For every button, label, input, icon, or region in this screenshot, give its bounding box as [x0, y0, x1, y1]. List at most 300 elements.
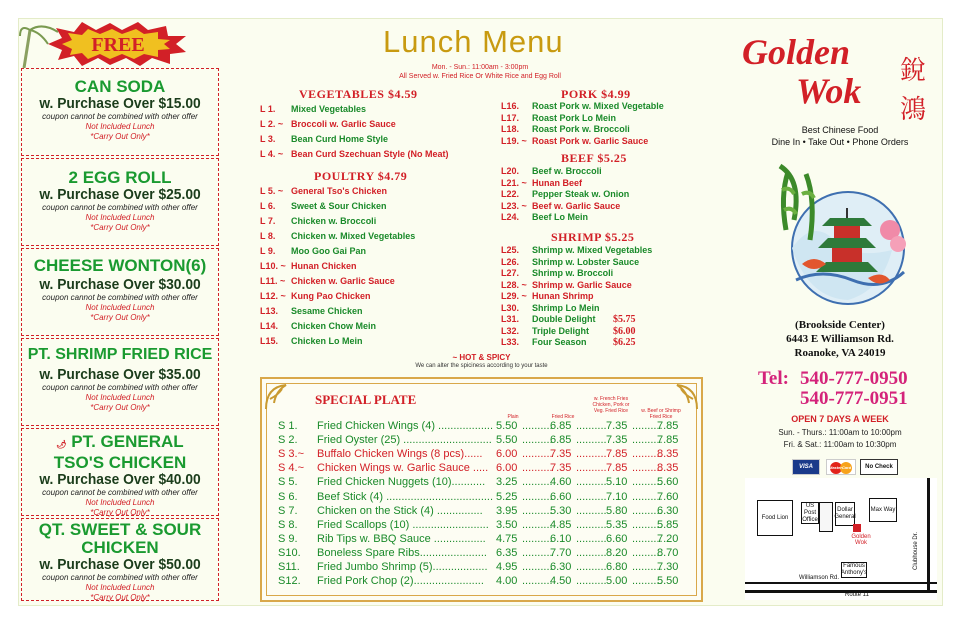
menu-item-code: L26.	[501, 256, 520, 267]
leader-dots: ..........	[576, 490, 607, 503]
special-price: 5.50	[496, 420, 518, 432]
special-plate-row[interactable]	[278, 533, 688, 546]
menu-item[interactable]	[501, 303, 600, 314]
menu-item-code: L21. ~	[501, 177, 527, 188]
menu-item[interactable]	[501, 280, 632, 291]
special-name: Fried Jumbo Shrimp (5)..................	[317, 561, 488, 573]
spicy-label: ~ HOT & SPICY	[452, 353, 511, 362]
menu-item[interactable]	[260, 231, 415, 242]
pagoda-illustration	[772, 160, 918, 308]
menu-item-name: Chicken Lo Mein	[291, 336, 363, 346]
special-name: Fried Pork Chop (2).......................	[317, 575, 484, 588]
coupon-note: Not Included Lunch	[85, 122, 155, 131]
menu-item-name: Chicken w. Garlic Sauce	[291, 276, 395, 286]
special-price: 6.80	[606, 561, 628, 573]
special-price: 6.35	[496, 546, 518, 559]
menu-item[interactable]	[501, 257, 639, 268]
heading-shrimp: SHRIMP $5.25	[551, 230, 635, 244]
menu-item-name: Roast Pork w. Garlic Sauce	[532, 135, 649, 146]
menu-item-code: L 1.	[260, 104, 276, 114]
menu-item[interactable]	[501, 189, 629, 200]
special-plate-row[interactable]	[278, 547, 688, 560]
special-price: 7.10	[606, 490, 628, 503]
special-code: S 1.	[278, 420, 298, 432]
special-plate-row[interactable]	[278, 505, 688, 518]
brand-name-wok: Wok	[796, 71, 862, 111]
menu-item-code: L23. ~	[501, 200, 527, 211]
special-price: 7.30	[657, 561, 679, 573]
leader-dots: ..........	[632, 490, 663, 503]
special-name: Beef Stick (4) ...................................	[317, 490, 494, 503]
leader-dots: ..........	[576, 575, 607, 588]
leader-dots: ..........	[632, 504, 663, 517]
special-price: 8.20	[606, 546, 628, 559]
special-plate-title: SPECIAL PLATE	[315, 392, 417, 407]
leader-dots: ..........	[632, 448, 663, 461]
menu-item[interactable]	[260, 291, 371, 302]
map-route-11: Route 11	[845, 592, 869, 598]
map-dollar-general: Dollar General	[835, 502, 855, 526]
special-price: 3.50	[496, 518, 518, 531]
menu-item-code: L10. ~	[260, 261, 286, 271]
leader-dots: ..........	[522, 420, 553, 432]
menu-item[interactable]	[501, 291, 594, 302]
special-price: 6.85	[550, 420, 572, 432]
leader-dots: ..........	[522, 518, 553, 531]
menu-item-code: L24.	[501, 212, 520, 222]
menu-item-code: L16.	[501, 101, 520, 111]
special-name: Buffalo Chicken Wings (8 pcs)......	[317, 448, 483, 461]
leader-dots: ..........	[522, 532, 553, 545]
leader-dots: ..........	[576, 448, 607, 461]
special-plate-row[interactable]	[278, 476, 688, 489]
special-plate-row[interactable]	[278, 561, 688, 574]
menu-item-name: Mixed Vegetables	[291, 104, 367, 114]
menu-item[interactable]	[260, 186, 387, 197]
leader-dots: ..........	[576, 561, 607, 573]
chili-pepper-icon: 🌶︎	[56, 440, 67, 449]
menu-item-code: L12. ~	[260, 291, 286, 301]
special-name: Fried Oyster (25) .............................	[317, 434, 492, 447]
menu-item-code: L31.	[501, 314, 520, 324]
menu-item-name: Beef Lo Mein	[532, 212, 589, 222]
col-fried-rice: Fried Rice	[551, 414, 575, 420]
menu-item-code: L19. ~	[501, 135, 527, 146]
special-code: S12.	[278, 575, 301, 588]
menu-item-name: Roast Pork Lo Mein	[532, 112, 617, 123]
menu-item[interactable]	[260, 149, 449, 160]
special-price: 4.00	[496, 575, 518, 588]
special-plate-row[interactable]	[278, 434, 688, 447]
special-price: 7.85	[606, 448, 628, 461]
coupon-egg-roll[interactable]	[21, 158, 219, 246]
address-line-2: Roanoke, VA 24019	[794, 347, 886, 359]
menu-item-code: L29. ~	[501, 291, 527, 301]
hours-fri-sat: Fri. & Sat.: 11:00am to 10:30pm	[783, 440, 897, 449]
leader-dots: ..........	[576, 518, 607, 531]
menu-item-code: L 7.	[260, 216, 276, 226]
menu-item-name: General Tso's Chicken	[291, 186, 388, 196]
special-name: Fried Chicken Nuggets (10)...........	[317, 476, 486, 489]
menu-item[interactable]	[501, 268, 613, 279]
coupon-note: *Carry Out Only*	[90, 132, 150, 141]
leader-dots: ..........	[522, 575, 553, 588]
menu-item-name: Shrimp w. Mixed Vegetables	[532, 245, 653, 255]
menu-item-code: L 6.	[260, 201, 276, 211]
corner-ornament-icon	[673, 381, 699, 411]
menu-item-name: Chicken Chow Mein	[291, 321, 377, 331]
special-code: S11.	[278, 561, 300, 573]
special-price: 6.30	[550, 561, 572, 573]
special-name: Rib Tips w. BBQ Sauce .................	[317, 532, 486, 545]
mastercard-icon: MasterCard	[826, 459, 856, 475]
menu-item-name: Bean Curd Szechuan Style (No Meat)	[291, 149, 449, 159]
menu-item[interactable]	[260, 201, 387, 212]
menu-item-code: L 8.	[260, 231, 276, 241]
lunch-hours: Mon. - Sun.: 11:00am - 3:00pm	[431, 64, 529, 71]
menu-item-code: L28. ~	[501, 279, 527, 290]
leader-dots: ..........	[576, 476, 607, 489]
hours-sun-thu: Sun. - Thurs.: 11:00am to 10:00pm	[778, 428, 902, 437]
coupon-note: *Carry Out Only*	[90, 223, 150, 232]
special-price: 8.70	[657, 546, 679, 559]
menu-item-name: Pepper Steak w. Onion	[532, 189, 630, 199]
spicy-legend	[260, 353, 703, 371]
special-price: 8.35	[657, 462, 679, 475]
menu-item-name: Roast Pork w. Broccoli	[532, 124, 630, 134]
special-name: Chicken on the Stick (4) ...............	[317, 504, 483, 517]
menu-item-price: $5.75	[613, 314, 636, 325]
special-price: 6.60	[550, 490, 572, 503]
special-price: 5.10	[606, 476, 628, 489]
special-price: 7.60	[657, 490, 679, 503]
coupon-note: Not Included Lunch	[85, 393, 155, 402]
tagline: Best Chinese Food	[801, 125, 879, 135]
special-code: S 2.	[278, 434, 298, 447]
menu-item-code: L18.	[501, 124, 520, 134]
address-line-1: 6443 E Williamson Rd.	[786, 333, 894, 345]
special-price: 4.50	[550, 575, 572, 588]
menu-item-name: Sweet & Sour Chicken	[291, 201, 387, 211]
menu-item-name: Triple Delight	[532, 325, 590, 336]
special-code: S 6.	[278, 490, 298, 503]
special-price: 7.35	[550, 462, 572, 475]
leader-dots: ..........	[576, 420, 607, 432]
coupon-title: 2 EGG ROLL	[68, 168, 172, 187]
menu-item-code: L14.	[260, 321, 279, 331]
menu-item-price: $6.25	[613, 337, 636, 348]
menu-item[interactable]	[501, 325, 636, 337]
special-price: 6.30	[657, 504, 679, 517]
coupon-title: PT. SHRIMP FRIED RICE	[27, 346, 213, 363]
menu-item-name: Shrimp w. Broccoli	[532, 268, 614, 278]
phone-1[interactable]: 540-777-0950	[800, 368, 908, 389]
coupon-purchase: w. Purchase Over $30.00	[39, 276, 201, 293]
special-price: 5.30	[550, 504, 572, 517]
special-price: 4.95	[496, 561, 518, 573]
special-price: 3.95	[496, 504, 518, 517]
brand-chinese-char-1: 銳	[900, 56, 927, 86]
map-us-post-office: US Post Office	[802, 502, 818, 523]
coupon-purchase: w. Purchase Over $15.00	[39, 95, 201, 112]
leader-dots: ..........	[632, 476, 663, 489]
special-plate-row[interactable]	[278, 519, 688, 532]
special-price: 5.60	[657, 476, 679, 489]
map-road	[745, 590, 937, 593]
coupon-fineprint: coupon cannot be combined with other offer	[42, 293, 198, 302]
special-price: 5.00	[606, 575, 628, 588]
menu-item-name: Chicken w. Broccoli	[291, 216, 377, 226]
special-price: 6.60	[606, 532, 628, 545]
menu-item[interactable]	[501, 136, 648, 147]
special-price: 7.85	[657, 434, 679, 447]
menu-item[interactable]	[501, 314, 636, 325]
menu-item-name: Four Season	[532, 337, 587, 347]
spicy-note: We can alter the spiciness according to your taste	[415, 363, 548, 369]
special-price: 6.00	[496, 448, 518, 461]
coupon-cheese-wonton[interactable]	[21, 248, 219, 336]
free-burst-icon	[48, 22, 188, 66]
special-code: S 4.~	[278, 462, 304, 475]
coupon-purchase: w. Purchase Over $35.00	[39, 366, 201, 383]
menu-item-name: Roast Pork w. Mixed Vegetable	[532, 101, 664, 111]
heading-pork: PORK $4.99	[561, 87, 631, 101]
menu-item-name: Hunan Shrimp	[532, 291, 594, 301]
special-price: 3.25	[496, 476, 518, 489]
menu-item-name: Bean Curd Home Style	[291, 134, 389, 144]
coupon-title: CAN SODA	[74, 77, 166, 96]
special-plate-row[interactable]	[278, 462, 688, 475]
special-price: 7.20	[657, 532, 679, 545]
col-french-fries: w. French Fries Chicken, Pork or Veg. Fried Rice	[592, 396, 630, 414]
coupon-title: QT. SWEET & SOUR	[38, 520, 202, 539]
coupon-note: Not Included Lunch	[85, 213, 155, 222]
special-code: S 7.	[278, 504, 298, 517]
special-plate-row[interactable]	[278, 420, 688, 433]
no-check-badge: No Check	[860, 459, 898, 475]
menu-item-code: L17.	[501, 112, 520, 123]
menu-item[interactable]	[260, 306, 363, 317]
special-price: 7.35	[606, 420, 628, 432]
map-margin	[730, 478, 738, 598]
leader-dots: ..........	[632, 462, 663, 475]
menu-item[interactable]	[260, 104, 366, 115]
subtitle	[370, 63, 590, 81]
coupon-note: *Carry Out Only*	[90, 593, 150, 602]
menu-item-code: L22.	[501, 189, 520, 199]
menu-item-name: Broccoli w. Garlic Sauce	[291, 119, 396, 129]
map-marker-icon	[853, 524, 861, 532]
leader-dots: ..........	[632, 546, 663, 559]
svg-text:FREE: FREE	[91, 34, 145, 56]
menu-item-price: $6.00	[613, 325, 636, 337]
menu-item[interactable]	[260, 336, 363, 347]
menu-item-name: Beef w. Broccoli	[532, 166, 602, 176]
map-famous-anthonys: Famous Anthony's	[840, 563, 868, 576]
menu-item[interactable]	[260, 246, 366, 257]
menu-item-name: Beef w. Garlic Sauce	[532, 200, 621, 211]
coupon-shrimp-fried-rice[interactable]	[21, 338, 219, 426]
menu-item[interactable]	[501, 101, 664, 112]
special-plate-row[interactable]	[278, 491, 688, 504]
menu-item[interactable]	[260, 216, 376, 227]
menu-item-code: L25.	[501, 245, 520, 255]
menu-item[interactable]	[260, 276, 395, 287]
special-name: Fried Scallops (10) .........................	[317, 518, 489, 531]
leader-dots: ..........	[522, 462, 553, 475]
coupon-purchase: w. Purchase Over $40.00	[39, 471, 201, 488]
col-beef-shrimp: w. Beef or Shrimp Fried Rice	[641, 408, 681, 420]
coupon-title: 🌶︎ PT. GENERAL	[56, 432, 184, 451]
leader-dots: ..........	[576, 532, 607, 545]
chili-pepper-icon: ~	[452, 353, 460, 362]
menu-item[interactable]	[260, 119, 396, 130]
menu-item-code: L20.	[501, 166, 520, 176]
leader-dots: ..........	[576, 546, 607, 559]
coupon-note: Not Included Lunch	[85, 498, 155, 507]
leader-dots: ..........	[522, 504, 553, 517]
menu-item-code: L32.	[501, 325, 520, 336]
menu-item-name: Hunan Beef	[532, 177, 583, 188]
special-price: 5.80	[606, 504, 628, 517]
coupon-fineprint: coupon cannot be combined with other offer	[42, 203, 198, 212]
special-price: 5.25	[496, 490, 518, 503]
location: (Brookside Center)	[795, 319, 885, 331]
menu-item[interactable]	[501, 124, 630, 135]
special-price: 6.10	[550, 532, 572, 545]
menu-item-name: Shrimp w. Garlic Sauce	[532, 279, 632, 290]
coupon-note: Not Included Lunch	[85, 303, 155, 312]
menu-item-name: Shrimp Lo Mein	[532, 302, 600, 313]
leader-dots: ..........	[576, 434, 607, 447]
menu-item-code: L15.	[260, 336, 279, 346]
menu-item-name: Hunan Chicken	[291, 261, 357, 271]
menu-item[interactable]	[501, 245, 652, 256]
coupon-list	[21, 68, 219, 601]
menu-item-name: Moo Goo Gai Pan	[291, 246, 367, 256]
leader-dots: ..........	[632, 575, 663, 588]
menu-item[interactable]	[260, 321, 376, 332]
special-code: S 8.	[278, 518, 298, 531]
coupon-title-line2: TSO'S CHICKEN	[53, 453, 187, 472]
menu-item-code: L27.	[501, 268, 520, 278]
leader-dots: ..........	[522, 448, 553, 461]
special-code: S10.	[278, 546, 301, 559]
menu-item[interactable]	[260, 261, 357, 272]
menu-item-code: L11. ~	[260, 276, 286, 286]
coupon-note: *Carry Out Only*	[90, 403, 150, 412]
special-price: 5.50	[657, 575, 679, 588]
heading-beef: BEEF $5.25	[561, 151, 627, 165]
leader-dots: ..........	[632, 561, 663, 573]
menu-item-code: L 3.	[260, 134, 276, 144]
special-price: 7.70	[550, 546, 572, 559]
location-map	[745, 478, 937, 600]
special-price: 8.35	[657, 448, 679, 461]
menu-item-code: L 4. ~	[260, 149, 284, 159]
map-clubhouse-dr: Clubhouse Dr.	[913, 531, 920, 571]
coupon-note: *Carry Out Only*	[90, 508, 150, 517]
menu-item-name: Kung Pao Chicken	[291, 291, 371, 301]
served-with: All Served w. Fried Rice Or White Rice and Egg Roll	[399, 73, 561, 80]
map-food-lion: Food Lion	[757, 500, 793, 536]
map-strip	[819, 502, 833, 532]
special-price: 7.35	[550, 448, 572, 461]
map-golden-wok: Golden Wok	[851, 534, 871, 546]
leader-dots: ..........	[576, 504, 607, 517]
corner-ornament-icon	[264, 381, 290, 411]
special-name: Chicken Wings w. Garlic Sauce .....	[317, 462, 489, 475]
special-price: 7.85	[606, 462, 628, 475]
phone-2[interactable]: 540-777-0951	[800, 388, 908, 409]
menu-item-code: L33.	[501, 337, 520, 347]
menu-item[interactable]	[501, 166, 602, 177]
leader-dots: ..........	[522, 434, 553, 447]
brand-name-golden: Golden	[742, 32, 850, 72]
special-price: 6.85	[550, 434, 572, 447]
leader-dots: ..........	[576, 462, 607, 475]
menu-item-code: L 2. ~	[260, 119, 284, 129]
menu-item-name: Double Delight	[532, 314, 596, 324]
leader-dots: ..........	[632, 434, 663, 447]
coupon-sweet-sour-chicken[interactable]	[21, 518, 219, 601]
special-plate-row[interactable]	[278, 575, 688, 588]
menu-item[interactable]	[260, 134, 388, 145]
special-plate-row[interactable]	[278, 448, 688, 461]
visa-icon: VISA	[792, 459, 820, 475]
coupon-general-tso[interactable]	[21, 428, 219, 516]
coupon-fineprint: coupon cannot be combined with other offer	[42, 383, 198, 392]
coupon-fineprint: coupon cannot be combined with other offer	[42, 573, 198, 582]
palm-decoration-icon	[20, 22, 60, 68]
heading-vegetables: VEGETABLES $4.59	[299, 87, 418, 101]
special-price: 5.35	[606, 518, 628, 531]
special-code: S 3.~	[278, 448, 304, 461]
tel-label: Tel:	[758, 368, 789, 389]
page-title: Lunch Menu	[383, 24, 564, 59]
menu-item[interactable]	[501, 212, 588, 223]
leader-dots: ..........	[522, 561, 553, 573]
menu-item-code: L13.	[260, 306, 279, 316]
menu-item[interactable]	[501, 113, 616, 124]
special-price: 5.50	[496, 434, 518, 447]
open-days: OPEN 7 DAYS A WEEK	[791, 414, 889, 424]
coupon-title-line2: CHICKEN	[81, 538, 159, 557]
special-code: S 5.	[278, 476, 298, 489]
coupon-fineprint: coupon cannot be combined with other offer	[42, 488, 198, 497]
map-max-way: Max Way	[869, 498, 897, 522]
menu-item[interactable]	[501, 178, 582, 189]
special-name: Boneless Spare Ribs......................	[317, 546, 487, 559]
coupon-note: *Carry Out Only*	[90, 313, 150, 322]
coupon-can-soda[interactable]	[21, 68, 219, 156]
special-price: 7.35	[606, 434, 628, 447]
special-price: 4.60	[550, 476, 572, 489]
map-road	[745, 582, 937, 584]
menu-item-code: L30.	[501, 302, 520, 313]
special-price: 6.00	[496, 462, 518, 475]
leader-dots: ..........	[522, 476, 553, 489]
special-price: 4.75	[496, 532, 518, 545]
coupon-title: CHEESE WONTON(6)	[33, 256, 207, 275]
menu-item[interactable]	[501, 201, 620, 212]
heading-poultry: POULTRY $4.79	[314, 169, 408, 183]
coupon-fineprint: coupon cannot be combined with other offer	[42, 112, 198, 121]
brand-chinese-char-2: 鴻	[900, 95, 927, 125]
leader-dots: ..........	[632, 518, 663, 531]
leader-dots: ..........	[632, 420, 663, 432]
menu-item[interactable]	[501, 337, 636, 348]
